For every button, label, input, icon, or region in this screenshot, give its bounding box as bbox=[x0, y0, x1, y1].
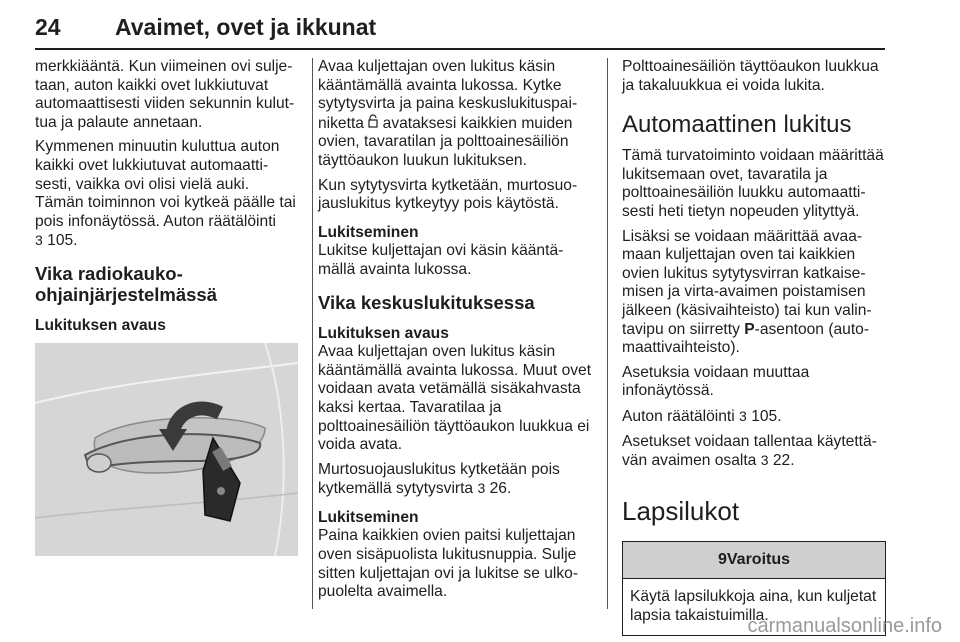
paragraph: Kun sytytysvirta kytketään, murtosuojauslukitus kytkeytyy pois käytöstä. bbox=[318, 176, 578, 213]
subheading: Lukitseminen bbox=[318, 223, 419, 241]
paragraph: Polttoainesäiliön täyttöaukon luukkua ja takaluukkua ei voida lukita. bbox=[622, 58, 879, 94]
paragraph: Asetuksia voidaan muuttaa infonäytössä. bbox=[622, 363, 810, 400]
paragraph: Auton räätälöinti 3 105. bbox=[622, 407, 782, 425]
page-header bbox=[35, 10, 885, 50]
paragraph: merkkiääntä. Kun viimeinen ovi suljetaan, auton kaikki ovet lukkiutuvat automaattisesti viiden sekunnin kuluttua ja palaute annetaan. bbox=[35, 58, 295, 131]
page-ref-icon: 3 bbox=[35, 232, 43, 249]
column-2 bbox=[318, 58, 594, 608]
paragraph: Tämä turvatoiminto voidaan määrittää lukitsemaan ovet, tavaratila ja polttoainesäiliön luukku automaattisesti heti tietyn nopeuden ylityttyä. bbox=[622, 147, 884, 220]
paragraph: Avaa kuljettajan oven lukitus käsin kääntämällä avainta lukossa. Muut ovet voidaan avata vetämällä sisäkahvasta kaksi kertaa. Tavaratilaa ja polttoainesäiliön täyttöaukon luukkua ei voida avata. bbox=[318, 343, 592, 454]
chapter-title: Avaimet, ovet ja ikkunat bbox=[115, 14, 377, 40]
section-heading: Automaattinen lukitus bbox=[622, 111, 852, 139]
warning-text: Käytä lapsilukkoja aina, kun kuljetat lapsia takaistuimilla. bbox=[630, 588, 877, 624]
page-number: 24 bbox=[35, 14, 61, 40]
paragraph: Murtosuojauslukitus kytketään pois kytkemällä sytytysvirta 3 26. bbox=[318, 460, 560, 498]
paragraph: Asetukset voidaan tallentaa käytettävän avaimen osalta 3 22. bbox=[622, 432, 877, 470]
paragraph: Avaa kuljettajan oven lukitus käsin kääntämällä avainta lukossa. Kytke sytytysvirta ja paina keskuslukituspainiketta avataksesi kaikkien muiden ovien, tavaratilan ja polttoainesäiliön täyttöaukon luukun lukituksen. bbox=[318, 58, 578, 169]
door-handle-key-illustration bbox=[35, 343, 298, 556]
column-3 bbox=[622, 58, 888, 636]
page-ref: 22. bbox=[772, 452, 795, 470]
page-ref: 105. bbox=[47, 232, 78, 250]
lock-icon bbox=[368, 115, 378, 132]
page-ref: 105. bbox=[751, 407, 782, 425]
section-heading: Vika radiokaukoohjainjärjestelmässä bbox=[35, 262, 218, 305]
page-ref-icon: 3 bbox=[760, 452, 769, 469]
subheading: Lukituksen avaus bbox=[318, 324, 449, 342]
subheading: Lukitseminen bbox=[318, 508, 419, 526]
column-1 bbox=[35, 58, 299, 336]
page-ref-icon: 3 bbox=[739, 407, 747, 424]
section-heading: Vika keskuslukituksessa bbox=[318, 291, 535, 313]
column-divider bbox=[607, 58, 608, 609]
paragraph: Paina kaikkien ovien paitsi kuljettajan oven sisäpuolista lukitusnuppia. Sulje sitten kuljettajan ovi ja lukitse se ulkopuolelta avaimella. bbox=[318, 527, 579, 601]
page-ref: 26. bbox=[489, 480, 512, 498]
section-heading: Lapsilukot bbox=[622, 495, 740, 526]
subheading: Lukituksen avaus bbox=[35, 316, 166, 334]
warning-icon: 9 bbox=[717, 550, 727, 568]
column-divider bbox=[312, 58, 313, 609]
paragraph: Kymmenen minuutin kuluttua auton kaikki ovet lukkiutuvat automaattisesti, vaikka ovi olisi vielä auki. Tämän toiminnon voi kytkeä päälle tai pois infonäytössä. Auton räätälöinti 3 105. bbox=[35, 138, 296, 250]
paragraph: Lisäksi se voidaan määrittää avaamaan kuljettajan oven tai kaikkien ovien lukitus sytytysvirran katkaisemisen ja virta-avaimen poistamisen jälkeen (käsivaihteisto) tai kun valintavipu on siirretty P-asentoon (automaattivaihteisto). bbox=[622, 227, 872, 357]
warning-header: 9Varoitus bbox=[623, 542, 885, 580]
watermark: carmanualsonline.info bbox=[747, 615, 942, 637]
paragraph: Lukitse kuljettajan ovi käsin kääntämällä avainta lukossa. bbox=[318, 242, 564, 278]
page-ref-icon: 3 bbox=[477, 480, 486, 497]
header-divider bbox=[35, 48, 885, 50]
